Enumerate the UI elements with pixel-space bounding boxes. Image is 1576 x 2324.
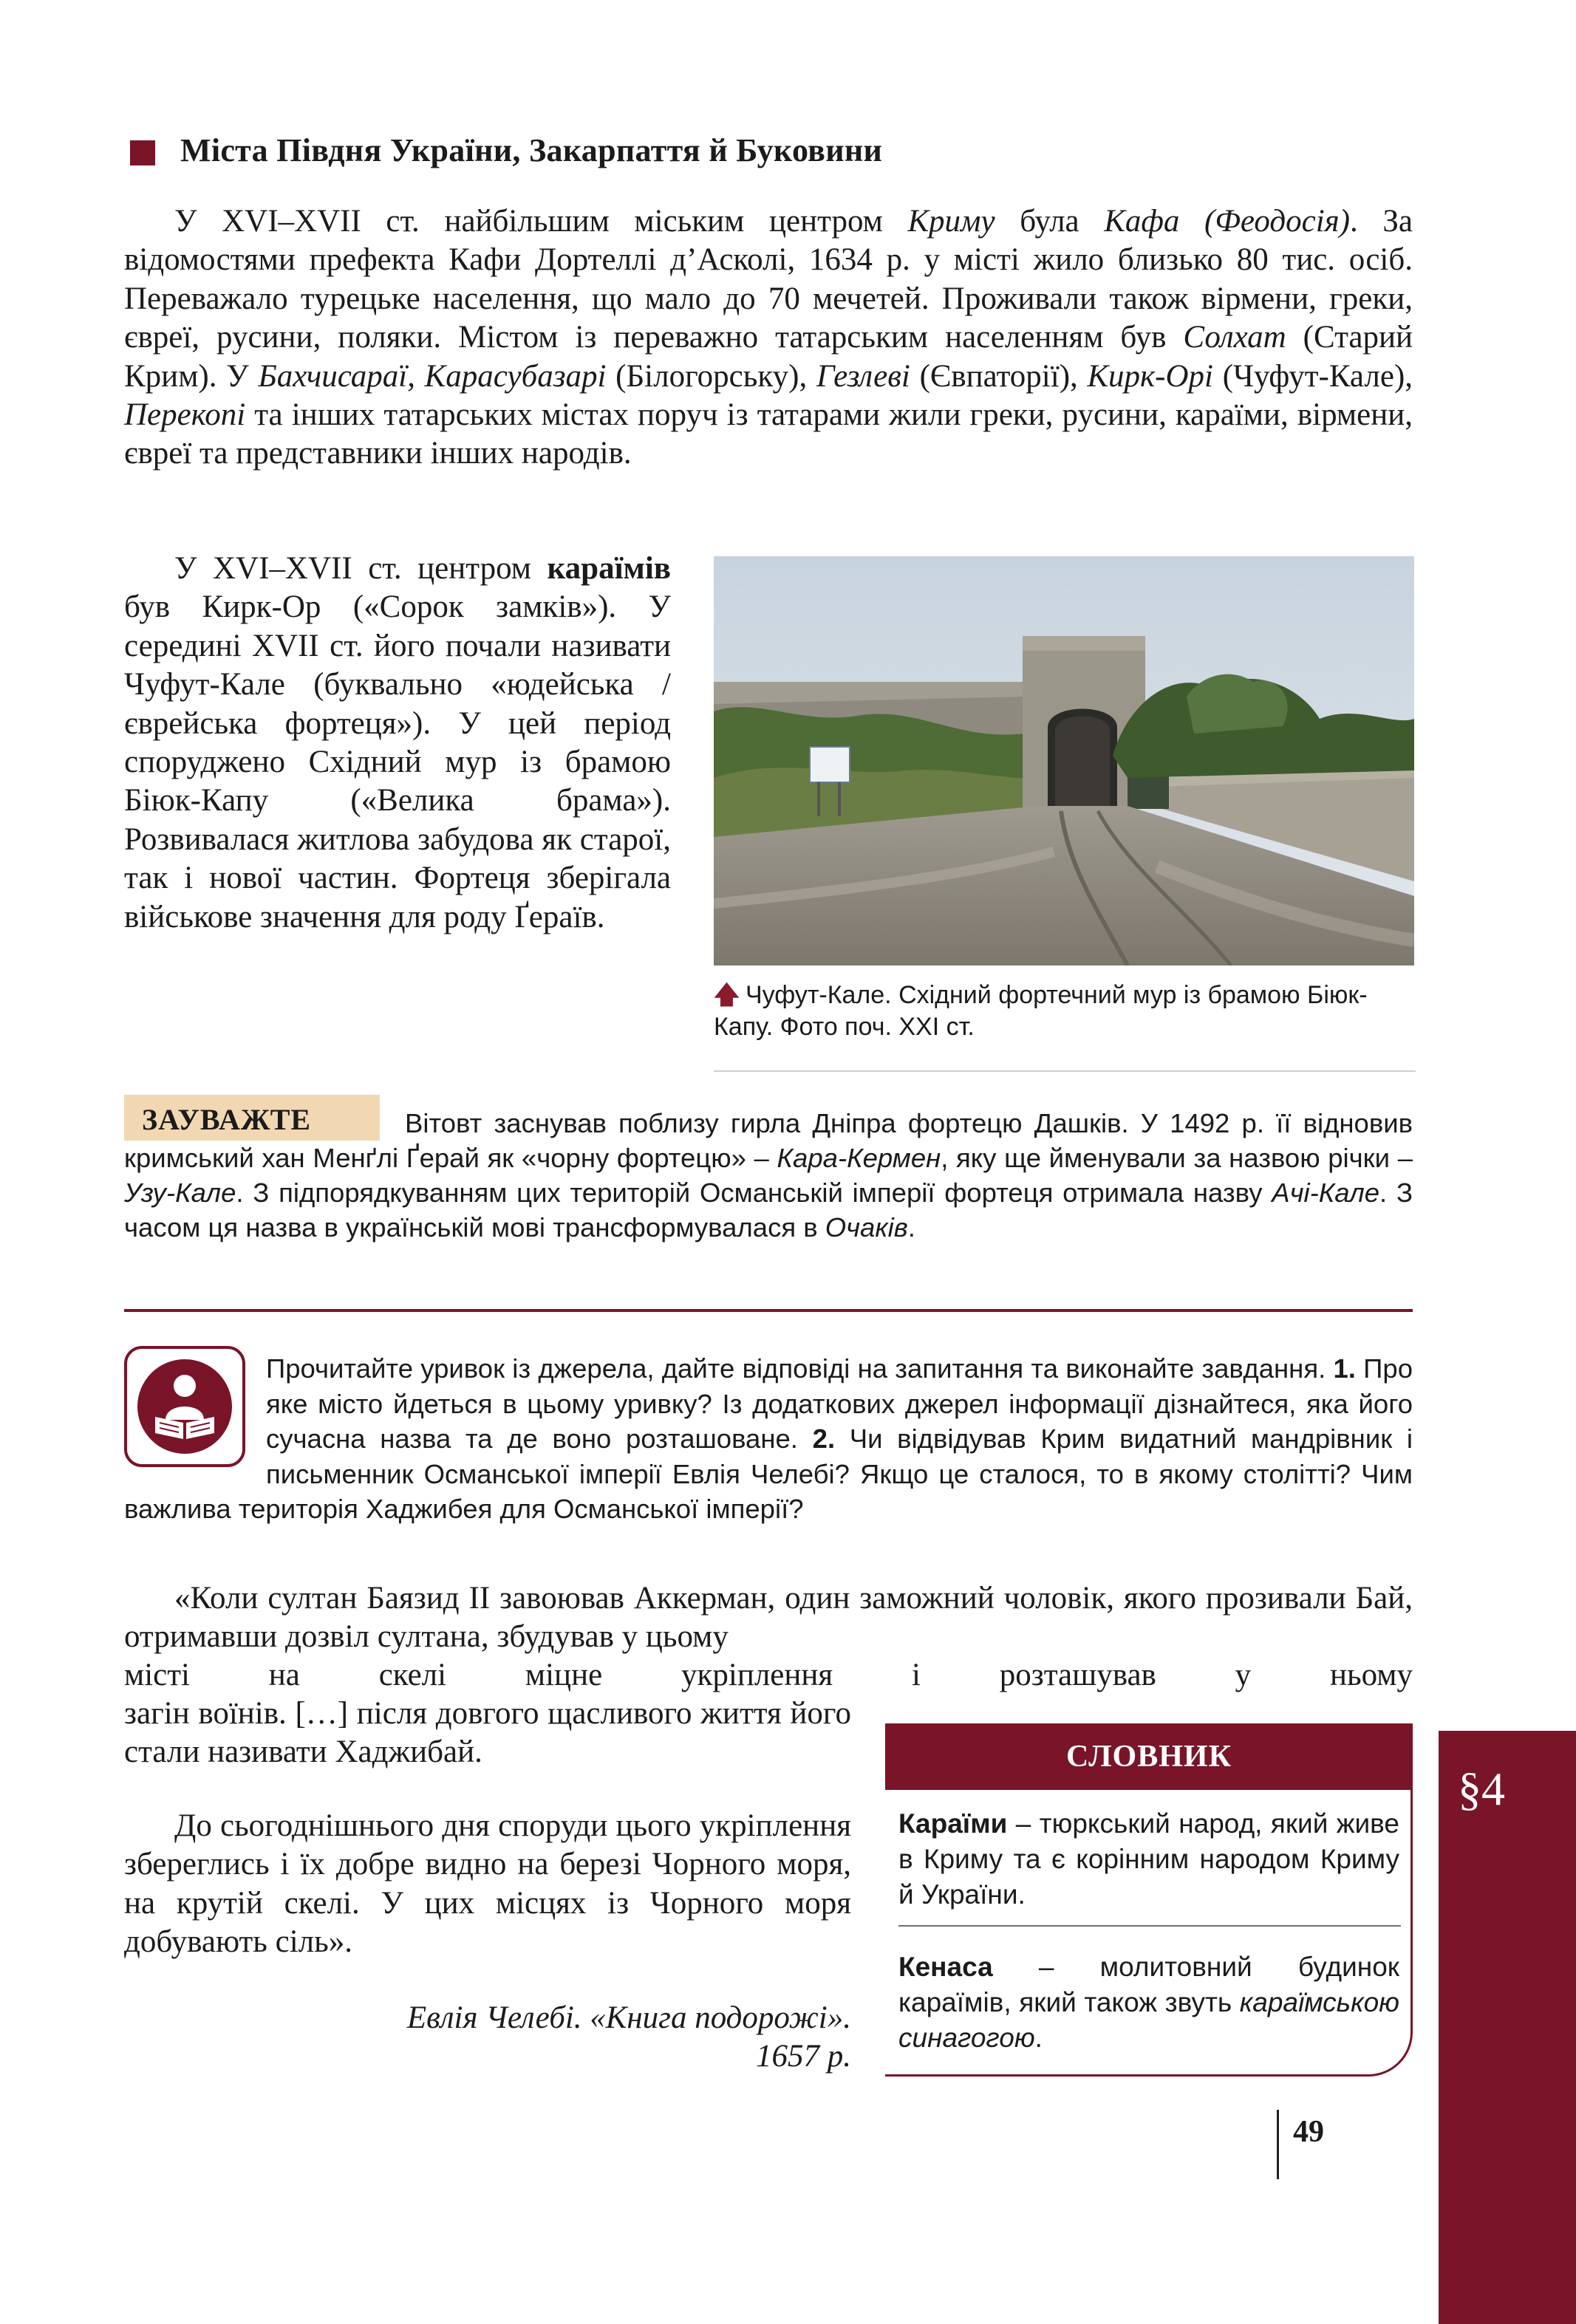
dictionary-term-1: Караїми <box>898 1808 1008 1839</box>
note-run: Ачі-Кале <box>1272 1178 1380 1208</box>
dictionary-def-1: – тюркський народ, який живе в Криму та є корінним народом Криму й України. <box>898 1808 1399 1910</box>
p1-run: Бахчисараї, Карасубазарі <box>258 358 607 394</box>
p1-run: (Старий Крим). У <box>124 320 1413 394</box>
p1-run: Криму <box>907 204 995 239</box>
note-run: Узу-Кале <box>124 1178 236 1208</box>
p1-run: У XVI–XVII ст. найбільшим міським центром <box>174 204 908 239</box>
p1-run: була <box>995 204 1105 239</box>
quote-line-1: «Коли султан Баязид II завоював Аккерман, один заможний чоловік, якого прозивали Бай, отримавши дозвіл султана, збудував у цьому <box>124 1581 1413 1655</box>
section-tab-label: §4 <box>1458 1763 1505 1815</box>
note-divider <box>124 1309 1413 1312</box>
p1-run: Перекопі <box>124 397 246 433</box>
quote-source: Евлія Челебі. «Книга подорожі». <box>406 2000 851 2035</box>
task-instructions <box>124 1351 1413 1527</box>
note-run: . З підпорядкуванням цих територій Османській імперії фортеця отримала назву <box>236 1178 1272 1208</box>
dictionary-header <box>885 1723 1413 1790</box>
paragraph-karaites <box>124 550 671 937</box>
dictionary-entry-kenasa <box>898 1949 1399 2056</box>
p2-run: У XVI–XVII ст. центром <box>174 551 547 586</box>
note-run: Вітовт заснував поблизу гирла Дніпра фортецю Дашків. У 1492 р. її відновив кримський хан Менґлі Ґерай як «чорну фортецю» – <box>124 1108 1413 1173</box>
note-run: . З часом ця назва в українській мові трансформувалася в <box>124 1178 1413 1243</box>
note-run: Кара-Кермен <box>777 1143 941 1173</box>
p1-run: Солхат <box>1183 320 1286 355</box>
note-run: . <box>907 1212 915 1243</box>
dictionary-def-2-end: . <box>1034 2023 1043 2053</box>
section-heading: Міста Півдня України, Закарпаття й Буковини <box>180 132 883 168</box>
p2-run: караїмів <box>547 551 671 586</box>
p1-run: Гезлеві <box>816 358 910 394</box>
photo-caption <box>714 980 1416 1043</box>
photo-caption-text: Чуфут-Кале. Східний фортечний мур із брамою Біюк-Капу. Фото поч. XXI ст. <box>714 981 1368 1041</box>
arrow-up-icon: 🡅 <box>714 981 740 1009</box>
task-run: Прочитайте уривок із джерела, дайте відповіді на запитання та виконайте завдання. <box>266 1353 1334 1384</box>
note-run: , яку ще йменували за назвою річки – <box>941 1143 1413 1173</box>
caption-divider <box>714 1070 1416 1072</box>
dictionary-def-2-italic: караїмською синагогою <box>898 1987 1399 2053</box>
quote-line-3: місті на скелі міцне укріплення і розташував у ньому <box>124 1658 1413 1692</box>
task-text-runs <box>124 1353 1413 1524</box>
dictionary-entry-karaites <box>898 1806 1399 1913</box>
page-number: 49 <box>1293 2115 1324 2149</box>
p1-run: (Євпаторії), <box>910 358 1088 394</box>
heading-bullet <box>130 140 155 165</box>
dictionary-separator <box>898 1925 1401 1927</box>
icon-float-spacer <box>124 1351 266 1491</box>
p2-run: був Кирк-Ор («Сорок замків»). У середині XVII ст. його почали називати Чуфут-Кале (буквально «юдейська / єврейська фортеця»). У цей період споруджено Східний мур із брамою Біюк-Капу («Велика брама»). Розвивалася житлова забудова як старої, так і нової частин. Фортеця зберігала військове значення для роду Ґераїв. <box>124 589 671 934</box>
dictionary-term-2: Кенаса <box>898 1952 993 1982</box>
fortress-illustration <box>714 556 1414 966</box>
section-tab <box>1439 1731 1576 2324</box>
quote-paragraph-2: До сьогоднішнього дня споруди цього укріплення збереглись і їх добре видно на березі Чорного моря, на крутій скелі. У цих місцях із Чорного моря добувають сіль». <box>124 1808 851 1960</box>
note-run: Очаків <box>825 1212 908 1243</box>
note-label-text: ЗАУВАЖТЕ <box>142 1103 312 1136</box>
quote-narrow: загін воїнів. […] після довгого щасливого життя його стали називати Хаджибай. <box>124 1696 851 1770</box>
p1-run: Кирк-Орі <box>1087 358 1213 394</box>
quote-year: 1657 р. <box>756 2039 851 2074</box>
task-run: Про яке місто йдеться в цьому уривку? Із додаткових джерел інформації дізнайтеся, яка його сучасна назва та де воно розташоване. <box>266 1353 1413 1454</box>
photo-chufut-kale-gate <box>714 556 1414 966</box>
task-run: Чи відвідував Крим видатний мандрівник і письменник Османської імперії Евлія Челебі? Якщо це сталося, то в якому столітті? Чим важлива територія Хаджибея для Османської імперії? <box>124 1424 1413 1524</box>
p1-run: та інших татарських містах поруч із татарами жили греки, русини, караїми, вірмени, євреї та представники інших народів. <box>124 397 1413 471</box>
dictionary-def-2: – молитовний будинок караїмів, який також звуть <box>898 1952 1399 2017</box>
page-number-rule <box>1277 2110 1279 2179</box>
p1-run: Кафа (Феодосія) <box>1104 204 1350 239</box>
p1-run: (Чуфут-Кале), <box>1213 358 1413 394</box>
dictionary-title: СЛОВНИК <box>1065 1740 1232 1774</box>
paragraph-crimea-cities <box>124 202 1413 474</box>
p1-run: . За відомостями префекта Кафи Дортеллі д’Асколі, 1634 р. у місті жило близько 80 тис. осіб. Переважало турецьке населення, що мало до 70 мечетей. Проживали також вірмени, греки, євреї, русини, поляки. Містом із переважно татарським населенням був <box>124 204 1413 355</box>
task-run: 2. <box>812 1424 836 1454</box>
p1-run: (Білогорську), <box>606 358 816 394</box>
task-run: 1. <box>1333 1353 1356 1384</box>
note-paragraph <box>124 1106 1413 1245</box>
